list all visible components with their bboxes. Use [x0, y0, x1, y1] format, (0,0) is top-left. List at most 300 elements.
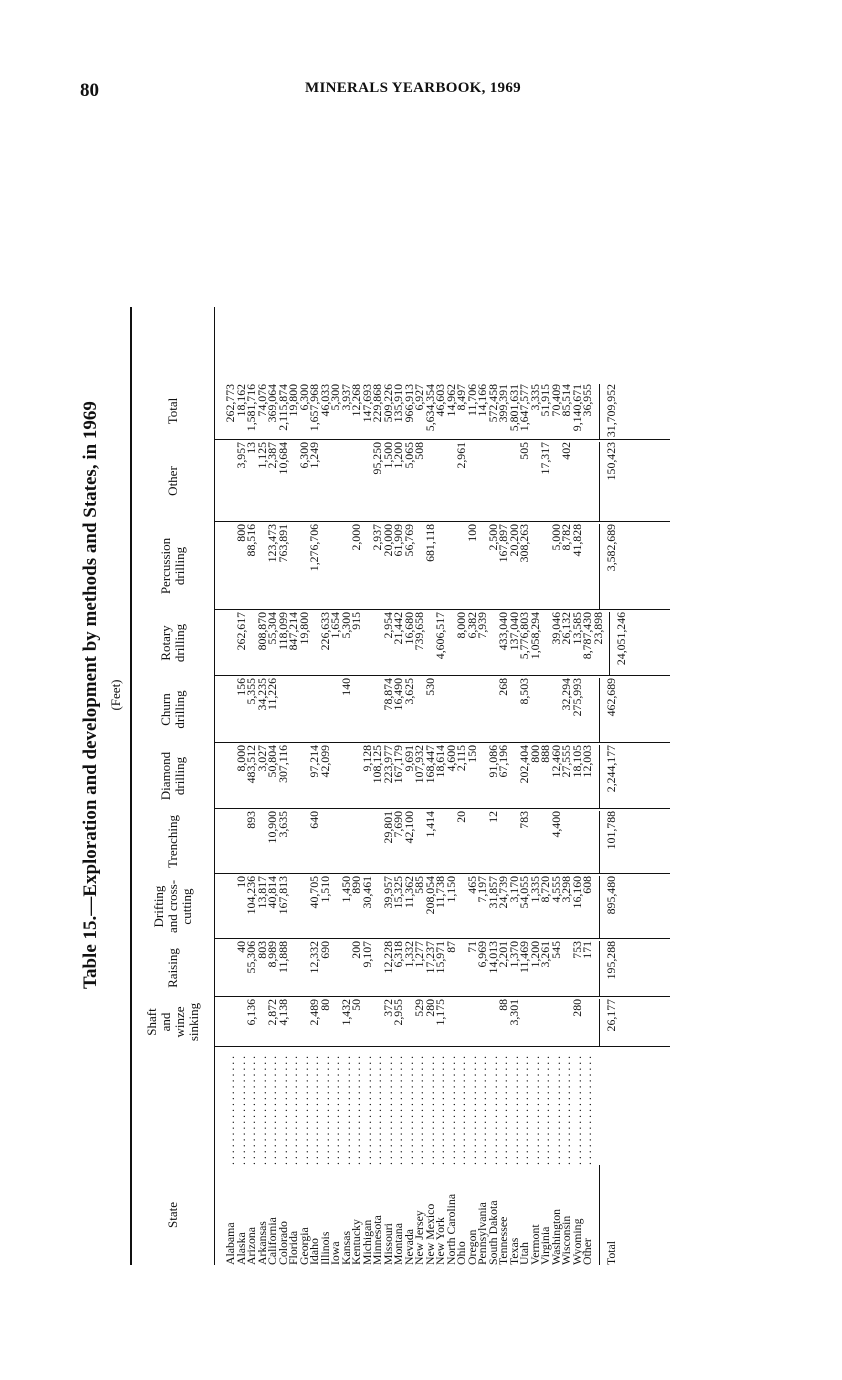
table-cell: 690	[317, 941, 332, 959]
table-cell: 509,226	[380, 384, 395, 423]
table-cell: 3,957	[233, 442, 248, 469]
table-cell: 16,490	[391, 678, 405, 711]
state-name: Colorado	[275, 1221, 290, 1265]
dot-leader: . . . . . . . . . . . . . . . . . . .	[296, 1055, 311, 1165]
dot-leader: . . . . . . . . . . . . . . . . . . .	[548, 1055, 563, 1165]
dot-leader: . . . . . . . . . . . . . . . . . . .	[412, 1055, 426, 1165]
table-cell: 123,473	[265, 524, 279, 563]
table-cell	[582, 999, 593, 1046]
table-cell: 14,013	[485, 941, 500, 974]
table-cell: 208,054	[422, 876, 437, 915]
table-cell: 4,555	[548, 876, 563, 903]
dot-leader: . . . . . . . . . . . . . . . . . . .	[317, 1055, 332, 1165]
table-cell	[572, 442, 583, 521]
table-cell	[582, 524, 593, 609]
table-cell: 5,634,354	[422, 384, 437, 432]
data-column-churn	[215, 676, 670, 743]
total-cell: 150,423	[599, 442, 617, 521]
state-name: New Jersey	[412, 1210, 426, 1265]
dot-leader: . . . . . . . . . . . . . . . . . . .	[433, 1055, 447, 1165]
table-cell: 78,874	[380, 678, 395, 711]
table-cell: 3,261	[538, 941, 552, 968]
dot-leader: . . . . . . . . . . . . . . . . . . .	[286, 1055, 300, 1165]
dot-leader: . . . . . . . . . . . . . . . . . . .	[559, 1055, 573, 1165]
table-cell: 20,200	[506, 524, 521, 557]
table-cell: 7,939	[475, 612, 489, 639]
table-cell: 88	[496, 999, 510, 1011]
table-cell: 16,680	[401, 612, 416, 645]
table-cell: 11,738	[433, 876, 447, 909]
table-end-spacer	[215, 307, 670, 382]
table-cell: 13	[244, 442, 258, 454]
table-cell: 202,404	[517, 745, 531, 784]
table-cell: 2,115	[454, 745, 468, 772]
table-cell: 966,913	[401, 384, 416, 423]
data-column-rotary	[215, 610, 670, 676]
table-cell: 262,773	[223, 384, 237, 423]
table-cell	[519, 999, 530, 1046]
table-cell: 681,118	[422, 524, 437, 562]
table-cell: 1,058,294	[527, 612, 542, 660]
table-cell: 167,897	[496, 524, 510, 563]
state-name: South Dakota	[485, 1200, 500, 1265]
table-cell: 171	[580, 941, 594, 959]
dot-leader: . . . . . . . . . . . . . . . . . . .	[422, 1055, 437, 1165]
table-cell: 1,370	[506, 941, 521, 968]
table-cell	[225, 811, 236, 873]
table-cell: 67,196	[496, 745, 510, 778]
table-cell: 135,910	[391, 384, 405, 423]
table-cell: 40	[233, 941, 248, 953]
table-cell: 4,600	[443, 745, 458, 772]
column-header: Raising	[130, 939, 215, 997]
table-cell: 200	[349, 941, 363, 959]
dot-leader: . . . . . . . . . . . . . . . . . . .	[517, 1055, 531, 1165]
table-cell	[540, 678, 551, 742]
table-cell: 156	[233, 678, 248, 696]
table-cell: 95,250	[370, 442, 384, 475]
column-header: Shaft and winze sinking	[130, 997, 215, 1047]
table-cell	[477, 442, 488, 521]
table-cell: 2,000	[349, 524, 363, 551]
table-cell: 3,635	[275, 811, 290, 838]
dot-leaders	[215, 1047, 670, 1165]
table-cell	[435, 524, 446, 609]
table-cell: 6,382	[464, 612, 479, 639]
table-cell: 31,857	[485, 876, 500, 909]
table-unit: (Feet)	[108, 679, 123, 711]
table-cell: 529	[412, 999, 426, 1017]
table-cell: 88,516	[244, 524, 258, 557]
table-cell: 7,690	[391, 811, 405, 838]
table-cell: 226,633	[317, 612, 332, 651]
table-cell: 1,657,968	[307, 384, 321, 432]
state-name: Pennsylvania	[475, 1202, 489, 1265]
table-cell	[320, 442, 331, 521]
state-name: Missouri	[380, 1223, 395, 1265]
dot-leader: . . . . . . . . . . . . . . . . . . .	[443, 1055, 458, 1165]
table-cell: 8,000	[454, 612, 468, 639]
table-cell: 229,868	[370, 384, 384, 423]
total-cell: 895,480	[599, 876, 617, 938]
state-name: California	[265, 1217, 279, 1265]
table-cell: 1,125	[254, 442, 269, 469]
table-cell: 55,306	[244, 941, 258, 974]
dot-leader: . . . . . . . . . . . . . . . . . . .	[307, 1055, 321, 1165]
table-cell	[330, 811, 341, 873]
table-cell: 87	[443, 941, 458, 953]
table-cell: 640	[307, 811, 321, 829]
dot-leader: . . . . . . . . . . . . . . . . . . .	[569, 1055, 584, 1165]
state-name: Other	[580, 1238, 594, 1265]
total-cell: 195,288	[599, 941, 617, 996]
state-name: Vermont	[527, 1224, 542, 1265]
table-cell: 4,138	[275, 999, 290, 1026]
state-name: Kentucky	[349, 1219, 363, 1265]
table-cell	[330, 524, 341, 609]
dot-leader: . . . . . . . . . . . . . . . . . . .	[391, 1055, 405, 1165]
table-cell: 433,040	[496, 612, 510, 651]
dot-leader: . . . . . . . . . . . . . . . . . . .	[506, 1055, 521, 1165]
table-cell: 85,514	[559, 384, 573, 417]
state-name: Idaho	[307, 1238, 321, 1265]
table-cell: 5,801,631	[506, 384, 521, 432]
table-cell	[362, 999, 373, 1046]
table-cell: 275,993	[569, 678, 584, 717]
data-column-other	[215, 440, 670, 522]
table-cell	[488, 442, 499, 521]
table-cell: 16,160	[569, 876, 584, 909]
table-cell: 3,335	[527, 384, 542, 411]
table-cell: 2,954	[380, 612, 395, 639]
table-cell: 808,870	[254, 612, 269, 651]
table-cell: 46,033	[317, 384, 332, 417]
table-cell: 6,136	[244, 999, 258, 1026]
table-cell: 3,937	[338, 384, 353, 411]
dot-leader: . . . . . . . . . . . . . . . . . . .	[464, 1055, 479, 1165]
table-cell	[225, 999, 236, 1046]
table-cell: 8,720	[538, 876, 552, 903]
table-cell: 23,898	[590, 612, 605, 645]
table-cell	[278, 678, 289, 742]
table-cell: 10,684	[275, 442, 290, 475]
table-cell	[446, 678, 457, 742]
table-cell: 15,325	[391, 876, 405, 909]
table-cell: 8,000	[233, 745, 248, 772]
table-cell: 19,800	[296, 612, 311, 645]
table-cell	[435, 678, 446, 742]
table-cell: 1,175	[433, 999, 447, 1026]
table-cell: 40,814	[265, 876, 279, 909]
dot-leader: . . . . . . . . . . . . . . . . . . .	[338, 1055, 353, 1165]
table-cell: 530	[422, 678, 437, 696]
table-cell: 6,927	[412, 384, 426, 411]
table-cell	[425, 442, 436, 521]
table-cell: 1,276,706	[307, 524, 321, 572]
table-cell	[362, 811, 373, 873]
state-name: Iowa	[328, 1241, 342, 1265]
table-cell: 508	[412, 442, 426, 460]
table-cell: 6,300	[296, 384, 311, 411]
column-header: Trenching	[130, 809, 215, 874]
table-cell: 3,298	[559, 876, 573, 903]
table-cell: 54,055	[517, 876, 531, 909]
table-cell	[530, 999, 541, 1046]
table-cell	[446, 999, 457, 1046]
total-cell: 2,244,177	[599, 745, 617, 808]
table-cell: 3,301	[506, 999, 521, 1026]
table-cell: 11,706	[464, 384, 479, 417]
table-cell	[351, 442, 362, 521]
table-cell: 3,170	[506, 876, 521, 903]
state-name: Wyoming	[569, 1218, 584, 1265]
dot-leader: . . . . . . . . . . . . . . . . . . .	[496, 1055, 510, 1165]
dot-leader: . . . . . . . . . . . . . . . . . . .	[401, 1055, 416, 1165]
table-cell: 1,450	[338, 876, 353, 903]
data-column-diamond	[215, 743, 670, 809]
column-header: Diamond drilling	[130, 743, 215, 809]
table-cell: 12,228	[380, 941, 395, 974]
table-cell: 11,888	[275, 941, 290, 974]
total-cell: 101,788	[599, 811, 617, 873]
table-cell	[362, 678, 373, 742]
table-cell: 32,294	[559, 678, 573, 711]
table-cell: 11,469	[517, 941, 531, 974]
table-cell: 13,585	[569, 612, 584, 645]
table-cell	[341, 811, 352, 873]
dot-leader: . . . . . . . . . . . . . . . . . . .	[265, 1055, 279, 1165]
table-cell: 6,300	[296, 442, 311, 469]
table-cell: 9,140,671	[569, 384, 584, 432]
dot-leader: . . . . . . . . . . . . . . . . . . .	[485, 1055, 500, 1165]
table-cell: 1,581,716	[244, 384, 258, 432]
table-cell: 2,489	[307, 999, 321, 1026]
table-cell: 308,263	[517, 524, 531, 563]
table-cell: 307,116	[275, 745, 290, 783]
table-cell: 41,828	[569, 524, 584, 557]
table-cell: 80	[317, 999, 332, 1011]
table-cell: 14,962	[443, 384, 458, 417]
header-spacer	[130, 307, 215, 382]
state-name: New York	[433, 1217, 447, 1265]
table-cell: 1,332	[401, 941, 416, 968]
table-cell: 783	[517, 811, 531, 829]
table-cell: 2,961	[454, 442, 468, 469]
column-header: Churn drilling	[130, 676, 215, 743]
total-cell: 3,582,689	[599, 524, 617, 609]
table-cell: 280	[569, 999, 584, 1017]
state-name: Florida	[286, 1230, 300, 1265]
table-cell: 97,214	[307, 745, 321, 778]
table-cell	[572, 811, 583, 873]
table-cell	[330, 745, 341, 808]
state-name: Georgia	[296, 1227, 311, 1265]
table-cell: 100	[464, 524, 479, 542]
table-cell: 11,362	[401, 876, 416, 909]
dot-leader: . . . . . . . . . . . . . . . . . . .	[233, 1055, 248, 1165]
table-cell	[477, 999, 488, 1046]
dot-leader: . . . . . . . . . . . . . . . . . . .	[454, 1055, 468, 1165]
table-cell: 608	[580, 876, 594, 894]
table-cell: 27,555	[559, 745, 573, 778]
table-cell: 585	[412, 876, 426, 894]
table-cell	[446, 524, 457, 609]
page-number: 80	[80, 80, 99, 101]
dot-leader: . . . . . . . . . . . . . . . . . . .	[223, 1055, 237, 1165]
dot-leader: . . . . . . . . . . . . . . . . . . .	[349, 1055, 363, 1165]
dot-leader: . . . . . . . . . . . . . . . . . . .	[370, 1055, 384, 1165]
total-cell: 24,051,246	[609, 612, 627, 675]
column-header: Rotary drilling	[130, 610, 215, 676]
table-cell	[309, 678, 320, 742]
table-cell: 168,447	[422, 745, 437, 784]
table-cell: 34,235	[254, 678, 269, 711]
running-head: MINERALS YEARBOOK, 1969	[305, 80, 521, 96]
table-cell: 137,040	[506, 612, 521, 651]
table-cell	[435, 811, 446, 873]
table-cell: 8,782	[559, 524, 573, 551]
table-cell: 3,625	[401, 678, 416, 705]
dot-leader: . . . . . . . . . . . . . . . . . . .	[527, 1055, 542, 1165]
state-name: Montana	[391, 1223, 405, 1265]
state-name: Michigan	[359, 1219, 374, 1265]
table-cell: 1,249	[307, 442, 321, 469]
table-cell	[288, 745, 299, 808]
table-cell	[582, 678, 593, 742]
table-cell: 369,064	[265, 384, 279, 423]
column-header-state: State	[130, 1165, 215, 1265]
state-name: Wisconsin	[559, 1215, 573, 1265]
table-cell	[320, 524, 331, 609]
table-cell: 19,800	[286, 384, 300, 417]
state-name: Ohio	[454, 1241, 468, 1265]
table-cell: 104,236	[244, 876, 258, 915]
total-cell: 462,689	[599, 678, 617, 742]
table-cell: 5,065	[401, 442, 416, 469]
dot-leader: . . . . . . . . . . . . . . . . . . .	[328, 1055, 342, 1165]
table-cell: 147,693	[359, 384, 374, 423]
table-cell	[551, 999, 562, 1046]
table-cell	[351, 678, 362, 742]
total-cell: 31,709,952	[599, 384, 617, 439]
state-name: Alaska	[233, 1232, 248, 1265]
state-name: Illinois	[317, 1231, 332, 1265]
dot-leader: . . . . . . . . . . . . . . . . . . .	[538, 1055, 552, 1165]
table-cell	[351, 811, 362, 873]
table-cell	[288, 999, 299, 1046]
state-name: Minnesota	[370, 1215, 384, 1265]
table-cell: 8,503	[517, 678, 531, 705]
table-cell: 545	[548, 941, 563, 959]
table-cell	[320, 678, 331, 742]
table-cell: 18,162	[233, 384, 248, 417]
table-cell: 56,769	[401, 524, 416, 557]
table-cell: 40,705	[307, 876, 321, 909]
table-cell: 8,989	[265, 941, 279, 968]
table-cell: 262,617	[233, 612, 248, 651]
state-name: Virginia	[538, 1226, 552, 1265]
table-cell: 2,387	[265, 442, 279, 469]
table-cell: 5,776,803	[517, 612, 531, 660]
table-cell: 108,125	[370, 745, 384, 784]
table-cell: 4,400	[548, 811, 563, 838]
table-cell	[299, 678, 310, 742]
table-cell: 372	[380, 999, 395, 1017]
table-cell	[435, 442, 446, 521]
table-cell: 847,214	[286, 612, 300, 651]
table-cell: 46,603	[433, 384, 447, 417]
data-table	[130, 125, 670, 1265]
state-name: Texas	[506, 1237, 521, 1265]
state-name: New Mexico	[422, 1203, 437, 1265]
table-cell: 10,900	[265, 811, 279, 844]
table-cell: 39,957	[380, 876, 395, 909]
table-cell: 5,355	[244, 678, 258, 705]
table-cell	[530, 524, 541, 609]
state-name: Alabama	[223, 1222, 237, 1265]
table-cell: 739,658	[412, 612, 426, 651]
table-cell: 800	[233, 524, 248, 542]
table-cell: 1,510	[317, 876, 332, 903]
table-cell	[530, 811, 541, 873]
table-cell: 1,500	[380, 442, 395, 469]
dot-leader: . . . . . . . . . . . . . . . . . . .	[244, 1055, 258, 1165]
data-column-percussion	[215, 522, 670, 610]
state-name: Nevada	[401, 1228, 416, 1265]
column-header: Total	[130, 382, 215, 440]
table-cell	[320, 811, 331, 873]
table-cell: 17,317	[538, 442, 552, 475]
table-cell: 51,915	[538, 384, 552, 417]
table-cell	[288, 876, 299, 938]
table-cell: 10	[233, 876, 248, 888]
table-cell: 399,391	[496, 384, 510, 423]
table-cell	[456, 999, 467, 1046]
table-cell: 5,300	[328, 384, 342, 411]
table-cell: 223,977	[380, 745, 395, 784]
dot-leader: . . . . . . . . . . . . . . . . . . .	[380, 1055, 395, 1165]
table-cell	[540, 999, 551, 1046]
state-name: Oregon	[464, 1229, 479, 1265]
table-cell: 2,201	[496, 941, 510, 968]
rotated-table	[70, 125, 670, 1265]
state-label-column	[215, 1165, 670, 1265]
table-cell: 29,801	[380, 811, 395, 844]
dot-leader: . . . . . . . . . . . . . . . . . . .	[359, 1055, 374, 1165]
table-cell: 505	[517, 442, 531, 460]
state-name: North Carolina	[443, 1193, 458, 1265]
table-cell: 20	[454, 811, 468, 823]
dot-leader: . . . . . . . . . . . . . . . . . . .	[275, 1055, 290, 1165]
data-column-drifting	[215, 874, 670, 939]
column-header: Other	[130, 440, 215, 522]
table-cell: 9,128	[359, 745, 374, 772]
table-cell	[582, 811, 593, 873]
table-cell: 1,200	[391, 442, 405, 469]
table-cell: 14,166	[475, 384, 489, 417]
table-cell: 61,909	[391, 524, 405, 557]
table-cell: 36,955	[580, 384, 594, 417]
table-cell	[498, 811, 509, 873]
table-cell: 1,150	[443, 876, 458, 903]
table-cell: 1,647,577	[517, 384, 531, 432]
table-cell: 1,654	[328, 612, 342, 639]
table-cell	[456, 678, 467, 742]
table-cell: 800	[527, 745, 542, 763]
state-name: Arkansas	[254, 1221, 269, 1265]
dot-leader: . . . . . . . . . . . . . . . . . . .	[580, 1055, 594, 1165]
table-cell: 39,046	[548, 612, 563, 645]
